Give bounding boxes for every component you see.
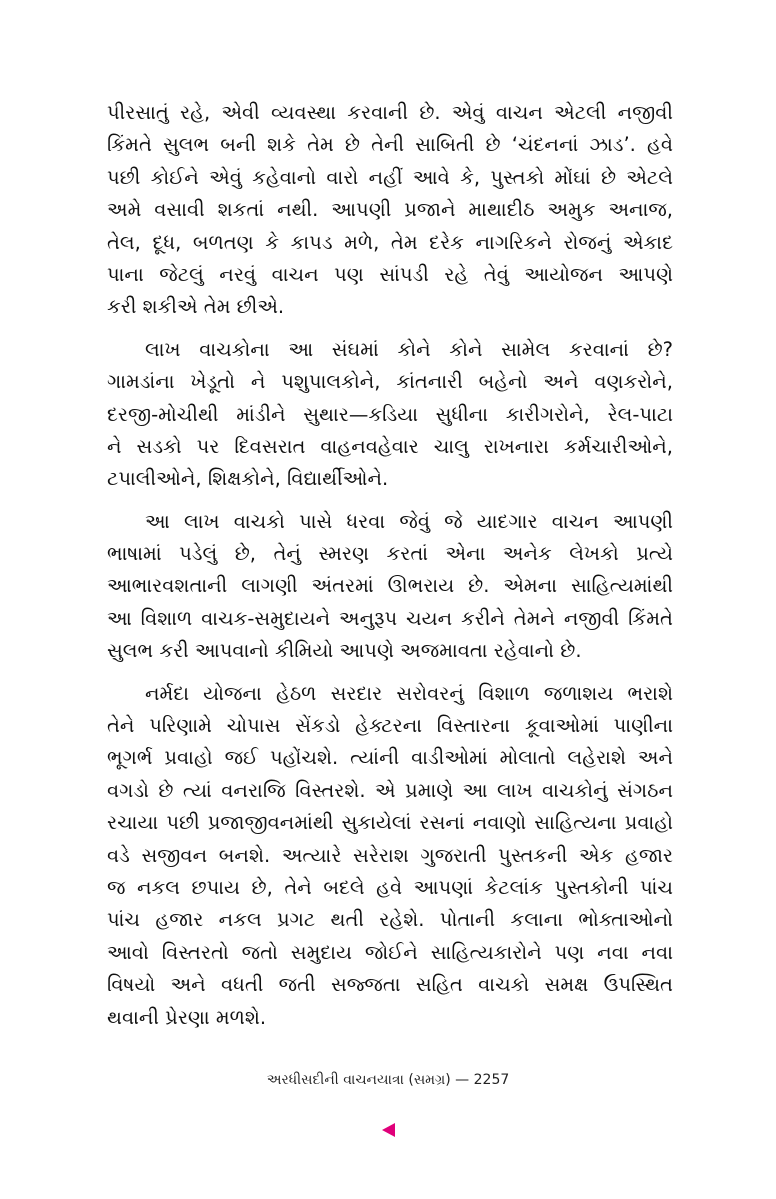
text-line: જ નકલ છપાય છે, તેને બદલે હવે આપણાં કેટલાંક પુસ્તકોની પાંચ	[107, 875, 673, 899]
text-line: તેલ, દૂધ, બળતણ કે કાપડ મળે, તેમ દરેક નાગરિકને રોજનું એકાદ	[107, 230, 673, 254]
text-line: ભૂગર્ભ પ્રવાહો જઈ પહોંચશે. ત્યાંની વાડીઓમાં મોલાતો લહેરાશે અને	[107, 746, 673, 770]
text-line: પીરસાતું રહે, એવી વ્યવસ્થા કરવાની છે. એવું વાચન એટલી નજીવી	[107, 101, 673, 124]
text-line: વિષયો અને વધતી જતી સજ્જતા સહિત વાચકો સમક્ષ ઉપસ્થિત	[107, 973, 673, 997]
text-line: પછી કોઈને એવું કહેવાનો વારો નહીં આવે કે, પુસ્તકો મોંઘાં છે એટલે	[107, 165, 673, 189]
text-line: કરી શકીએ તેમ છીએ.	[107, 295, 285, 319]
text-line: ભાષામાં પડેલું છે, તેનું સ્મરણ કરતાં એના અનેક લેખકો પ્રત્યે	[107, 542, 673, 566]
text-line: લાખ વાચકોના આ સંઘમાં કોને કોને સામેલ કરવાનાં છે?	[145, 337, 673, 361]
paragraph-3	[107, 506, 673, 668]
text-line: તેને પરિણામે ચોપાસ સેંકડો હેક્ટરના વિસ્તારના કૂવાઓમાં પાણીના	[107, 714, 673, 738]
text-line: અમે વસાવી શકતાં નથી. આપણી પ્રજાને માથાદીઠ અમુક અનાજ,	[107, 198, 673, 222]
text-line: દરજી-મોચીથી માંડીને સુથાર—કડિયા સુધીના કારીગરોને, રેલ-પાટા	[107, 402, 673, 426]
paragraph-4	[107, 678, 673, 1034]
text-line: થવાની પ્રેરણા મળશે.	[107, 1005, 267, 1029]
text-line: ને સડકો પર દિવસરાત વાહનવહેવાર ચાલુ રાખનારા કર્મચારીઓને,	[107, 434, 673, 458]
page-footer: અરધીસદીની વાચનયાત્રા (સમગ્ર) — 2257	[266, 1072, 510, 1088]
text-line: વગડો છે ત્યાં વનરાજિ વિસ્તરશે. એ પ્રમાણે આ લાખ વાચકોનું સંગઠન	[107, 778, 673, 802]
text-line: આભારવશતાની લાગણી અંતરમાં ઊભરાય છે. એમના સાહિત્યમાંથી	[107, 574, 673, 598]
text-line: ટપાલીઓને, શિક્ષકોને, વિદ્યાર્થીઓને.	[107, 467, 389, 491]
text-line: નર્મદા યોજના હેઠળ સરદાર સરોવરનું વિશાળ જળાશય ભરાશે	[145, 681, 673, 705]
text-line: આ લાખ વાચકો પાસે ધરવા જેવું જે યાદગાર વાચન આપણી	[145, 509, 673, 533]
text-line: પાંચ હજાર નકલ પ્રગટ થતી રહેશે. પોતાની કલાના ભોક્તાઓનો	[107, 908, 673, 932]
text-line: આ વિશાળ વાચક-સમુદાયને અનુરૂપ ચયન કરીને તેમને નજીવી કિંમતે	[107, 606, 673, 630]
text-line: રચાયા પછી પ્રજાજીવનમાંથી સુકાયેલાં રસનાં નવાણો સાહિત્યના પ્રવાહો	[107, 811, 673, 835]
text-line: સુલભ કરી આપવાનો કીમિયો આપણે અજમાવતા રહેવાનો છે.	[107, 639, 582, 663]
text-line: ગામડાંના ખેડૂતો ને પશુપાલકોને, કાંતનારી બહેનો અને વણકરોને,	[107, 370, 673, 394]
paragraph-1	[107, 97, 673, 324]
previous-page-arrow-icon[interactable]	[382, 1123, 395, 1137]
text-line: આવો વિસ્તરતો જતો સમુદાય જોઈને સાહિત્યકારોને પણ નવા નવા	[107, 940, 673, 964]
text-line: કિંમતે સુલભ બની શકે તેમ છે તેની સાબિતી છે ‘ચંદનનાં ઝાડ’. હવે	[107, 133, 673, 157]
body-text	[107, 97, 673, 1034]
text-line: વડે સજીવન બનશે. અત્યારે સરેરાશ ગુજરાતી પુસ્તકની એક હજાર	[107, 843, 673, 867]
paragraph-2	[107, 334, 673, 496]
text-line: પાના જેટલું નરવું વાચન પણ સાંપડી રહે તેવું આયોજન આપણે	[107, 262, 673, 286]
